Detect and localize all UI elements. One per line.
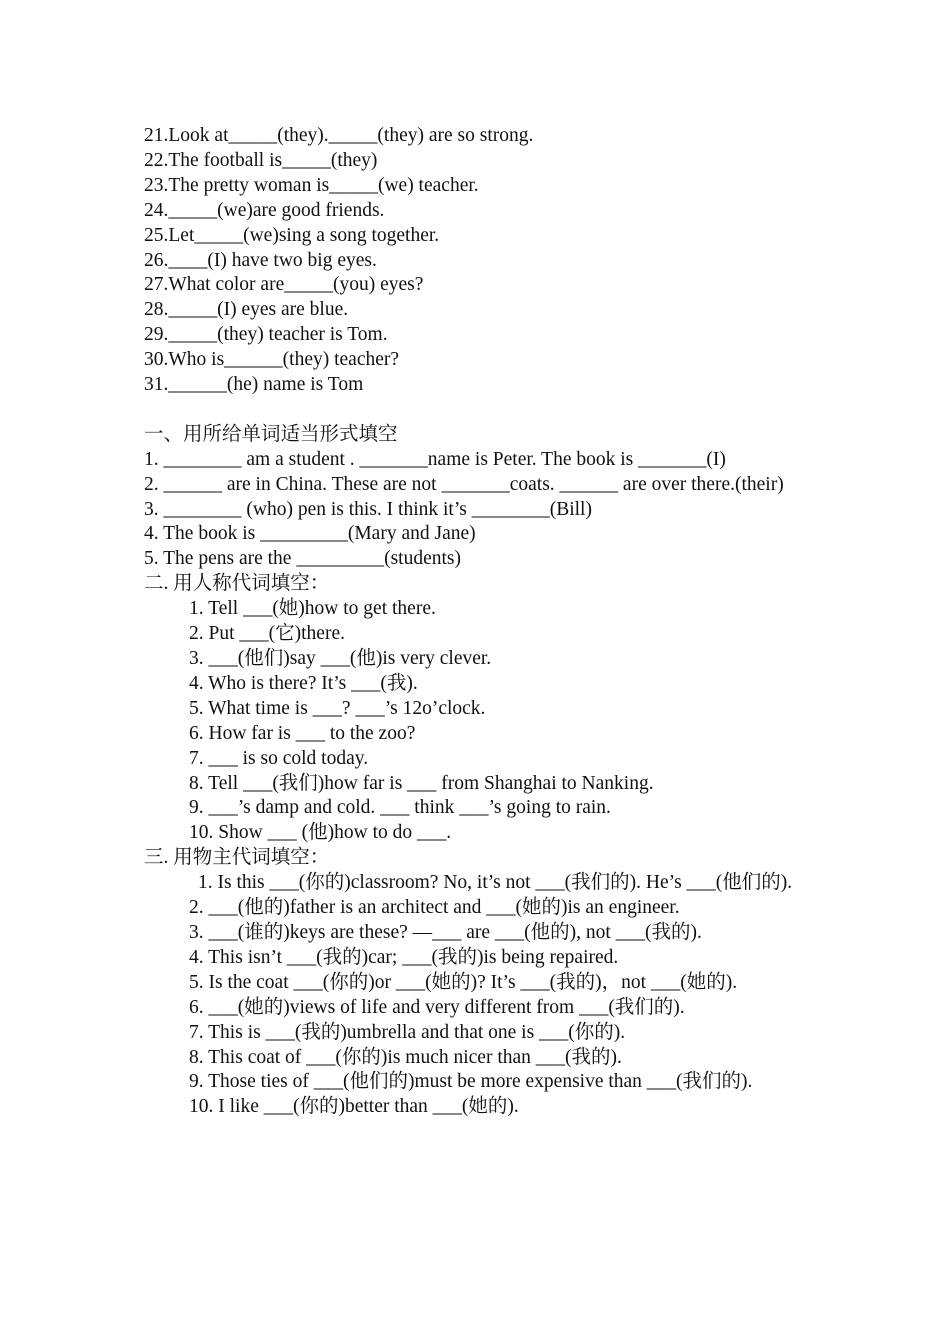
section-1 <box>144 423 806 572</box>
section-2-heading: 二. 用人称代词填空： <box>144 573 330 595</box>
exercise-item-25: 25.Let_____(we)sing a song together. <box>144 224 440 246</box>
section-3-item-7: 7. This is ___(我的)umbrella and that one is ___(你的). <box>189 1021 626 1043</box>
section-2-item-8: 8. Tell ___(我们)how far is ___ from Shanghai to Nanking. <box>189 772 654 794</box>
section-3-item-10: 10. I like ___(你的)better than ___(她的). <box>189 1096 519 1118</box>
exercise-item-21: 21.Look at_____(they)._____(they) are so strong. <box>144 125 534 146</box>
section-2-item-6: 6. How far is ___ to the zoo? <box>189 722 416 744</box>
exercise-item-29: 29._____(they) teacher is Tom. <box>144 324 388 346</box>
exercise-item-22: 22.The football is_____(they) <box>144 149 378 171</box>
exercise-item-24: 24._____(we)are good friends. <box>144 199 385 221</box>
section-2-item-10: 10. Show ___ (他)how to do ___. <box>189 822 452 844</box>
pronoun-exercises-21-31 <box>144 124 806 398</box>
exercise-item-23: 23.The pretty woman is_____(we) teacher. <box>144 174 479 196</box>
section-1-item-5: 5. The pens are the _________(students) <box>144 548 461 570</box>
exercise-item-26: 26.____(I) have two big eyes. <box>144 249 377 271</box>
section-3-item-8: 8. This coat of ___(你的)is much nicer than ___(我的). <box>189 1046 622 1068</box>
section-1-item-3: 3. ________ (who) pen is this. I think it’s ________(Bill) <box>144 498 592 520</box>
section-1-item-1: 1. ________ am a student . _______name is Peter. The book is _______(I) <box>144 448 726 470</box>
section-2-item-5: 5. What time is ___? ___’s 12o’clock. <box>189 697 486 719</box>
section-3-heading: 三. 用物主代词填空： <box>144 847 330 869</box>
exercise-item-30: 30.Who is______(they) teacher? <box>144 349 400 371</box>
section-2-item-4: 4. Who is there? It’s ___(我). <box>189 672 418 694</box>
section-3 <box>144 846 806 1120</box>
section-2-item-1: 1. Tell ___(她)how to get there. <box>189 598 436 620</box>
blank-line <box>144 398 806 423</box>
exercise-item-28: 28._____(I) eyes are blue. <box>144 299 349 321</box>
section-3-item-4: 4. This isn’t ___(我的)car; ___(我的)is being repaired. <box>189 946 619 968</box>
section-2-item-3: 3. ___(他们)say ___(他)is very clever. <box>189 648 492 670</box>
section-3-item-1: 1. Is this ___(你的)classroom? No, it’s not ___(我们的). He’s ___(他们的). <box>198 872 793 894</box>
section-1-item-2: 2. ______ are in China. These are not _______coats. ______ are over there.(their) <box>144 473 784 495</box>
section-2-item-2: 2. Put ___(它)there. <box>189 623 345 645</box>
section-2-item-7: 7. ___ is so cold today. <box>189 747 369 769</box>
worksheet-content <box>144 124 806 1120</box>
section-3-item-9: 9. Those ties of ___(他们的)must be more expensive than ___(我们的). <box>189 1071 753 1093</box>
section-3-item-5: 5. Is the coat ___(你的)or ___(她的)? It’s ___(我的)，not ___(她的). <box>189 971 738 993</box>
section-3-item-6: 6. ___(她的)views of life and very different from ___(我们的). <box>189 996 685 1018</box>
section-1-item-4: 4. The book is _________(Mary and Jane) <box>144 523 476 545</box>
section-2-item-9: 9. ___’s damp and cold. ___ think ___’s going to rain. <box>189 797 611 819</box>
section-3-item-2: 2. ___(他的)father is an architect and ___(她的)is an engineer. <box>189 897 680 919</box>
section-3-item-3: 3. ___(谁的)keys are these? —___ are ___(他的), not ___(我的). <box>189 921 702 943</box>
exercise-item-31: 31.______(he) name is Tom <box>144 374 364 396</box>
section-1-heading: 一、用所给单词适当形式填空 <box>144 423 398 445</box>
section-2 <box>144 572 806 846</box>
exercise-item-27: 27.What color are_____(you) eyes? <box>144 274 424 296</box>
